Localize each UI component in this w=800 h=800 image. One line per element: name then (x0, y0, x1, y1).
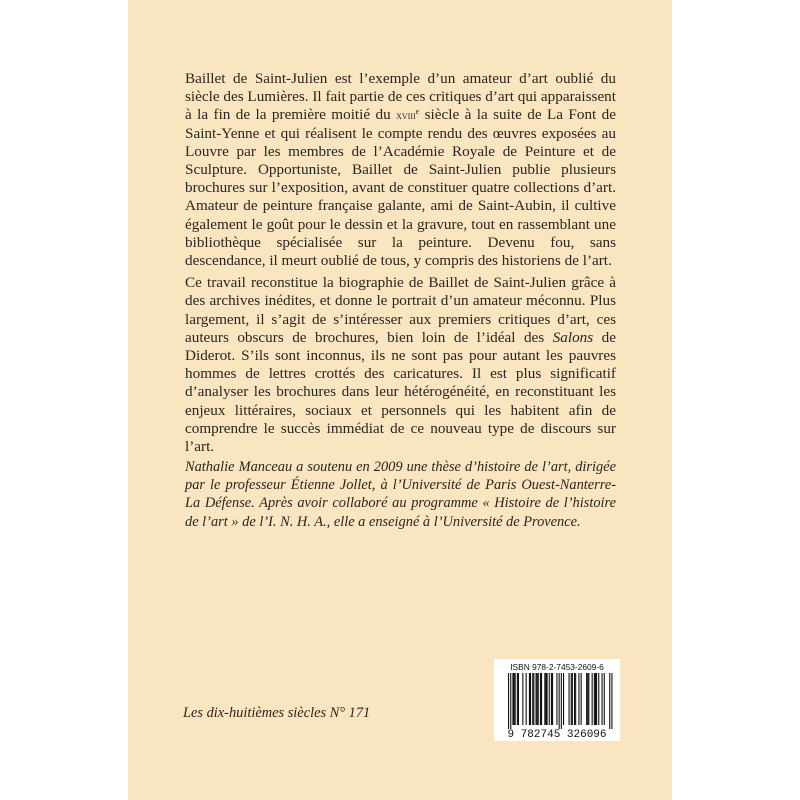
barcode-bar (549, 673, 550, 725)
summary-p2-text-a: Ce travail reconstitue la biographie de Baillet de Saint-Julien grâce à des archives inédites, et donne le portrait d’un amateur méconnu. Plus largement, il s’agit de s’intéresser aux premiers critiques d’art, ces auteurs obscurs de brochures, bien loin de l’idéal des (185, 274, 616, 346)
salons-title: Salons (552, 328, 594, 346)
barcode-bar (533, 673, 534, 725)
summary-p2-text-b: de Diderot. S’ils sont inconnus, ils ne sont pas pour autant les pauvres hommes de lettres crottés des caricatures. Il est plus significatif d’analyser les brochures dans leur hétérogénéité, en reconstituant les enjeux littéraires, sociaux et personnels qui les habitent afin de comprendre le succès immédiat de ce nouveau type de discours sur l’art. (185, 328, 616, 456)
barcode-bar (529, 673, 530, 725)
isbn-barcode-block (494, 659, 620, 741)
barcode-bar (517, 673, 518, 725)
barcode (494, 673, 620, 739)
barcode-bar (592, 673, 593, 725)
isbn-label: ISBN 978-2-7453-2609-6 (510, 662, 604, 672)
century-numeral: xviii (396, 108, 416, 123)
barcode-bar (586, 673, 587, 725)
barcode-bar (538, 673, 539, 725)
barcode-bar (594, 673, 595, 725)
barcode-bar (587, 673, 588, 725)
barcode-bar (510, 673, 511, 729)
summary-p1-text-b: siècle à la suite de La Font de Saint-Yenne et qui réalisent le compte rendu des œuvres exposées au Louvre par les membres de l’Académie Royale de Peinture et de Sculpture. Opportuniste, Baillet de Saint-Julien publie plusieurs brochures sur l’exposition, avant de constituer quatre collections d’art. Amateur de peinture française galante, ami de Saint-Aubin, il cultive également le goût pour le dessin et la gravure, tout en rassemblant une bibliothèque spécialisée sur la peinture. Devenu fou, sans descendance, il meurt oublié de tous, y compris des historiens de l’art. (185, 106, 616, 270)
barcode-bar (532, 673, 533, 725)
isbn-digits: 9 782745 326096 (507, 729, 607, 739)
barcode-bar (598, 673, 599, 725)
barcode-bar (552, 673, 553, 725)
barcode-bar (545, 673, 546, 725)
barcode-bar (541, 673, 542, 725)
summary-text (185, 70, 616, 456)
barcode-bar (588, 673, 589, 725)
barcode-bar (556, 673, 557, 725)
barcode-bar (602, 673, 603, 725)
barcode-bar (604, 673, 605, 725)
barcode-bar (611, 673, 612, 729)
barcode-bar (515, 673, 516, 725)
barcode-bar (595, 673, 596, 725)
barcode-bar (569, 673, 570, 725)
barcode-bars (508, 673, 613, 729)
summary-p1-text-a: Baillet de Saint-Julien est l’exemple d’un amateur d’art oublié du siècle des Lumières. Il fait partie de ces critiques d’art qui apparaissent à la fin de la première moitié du (185, 70, 616, 124)
summary-paragraph-1 (185, 70, 616, 270)
barcode-bar (514, 673, 515, 725)
barcode-bar (575, 673, 576, 725)
century-superscript: e (415, 107, 420, 117)
barcode-bar (581, 673, 582, 725)
series-title: Les dix-huitièmes siècles N° 171 (183, 705, 371, 721)
author-bio: Nathalie Manceau a soutenu en 2009 une thèse d’histoire de l’art, dirigée par le professeur Étienne Jollet, à l’Université de Paris Ouest-Nanterre-La Défense. Après avoir collaboré au programme « Histoire de l’histoire de l’art » de l’I. N. H. A., elle a enseigné à l’Université de Provence. (185, 459, 616, 530)
barcode-bar (522, 673, 523, 725)
barcode-bar (572, 673, 573, 725)
summary-paragraph-2 (185, 274, 616, 456)
barcode-bar (544, 673, 545, 725)
barcode-bar (551, 673, 552, 725)
barcode-bar (518, 673, 519, 725)
barcode-bar (536, 673, 537, 725)
barcode-bar (578, 673, 579, 725)
barcode-bar (596, 673, 597, 725)
barcode-bar (559, 673, 560, 729)
barcode-bar (537, 673, 538, 725)
barcode-bar (563, 673, 564, 725)
barcode-bar (574, 673, 575, 725)
barcode-bar (530, 673, 531, 725)
barcode-bar (540, 673, 541, 725)
barcode-bar (508, 673, 509, 729)
barcode-bar (571, 673, 572, 725)
barcode-bar (512, 673, 513, 725)
barcode-bar (547, 673, 548, 725)
barcode-bar (609, 673, 610, 729)
barcode-bar (526, 673, 527, 725)
barcode-bar (561, 673, 562, 729)
